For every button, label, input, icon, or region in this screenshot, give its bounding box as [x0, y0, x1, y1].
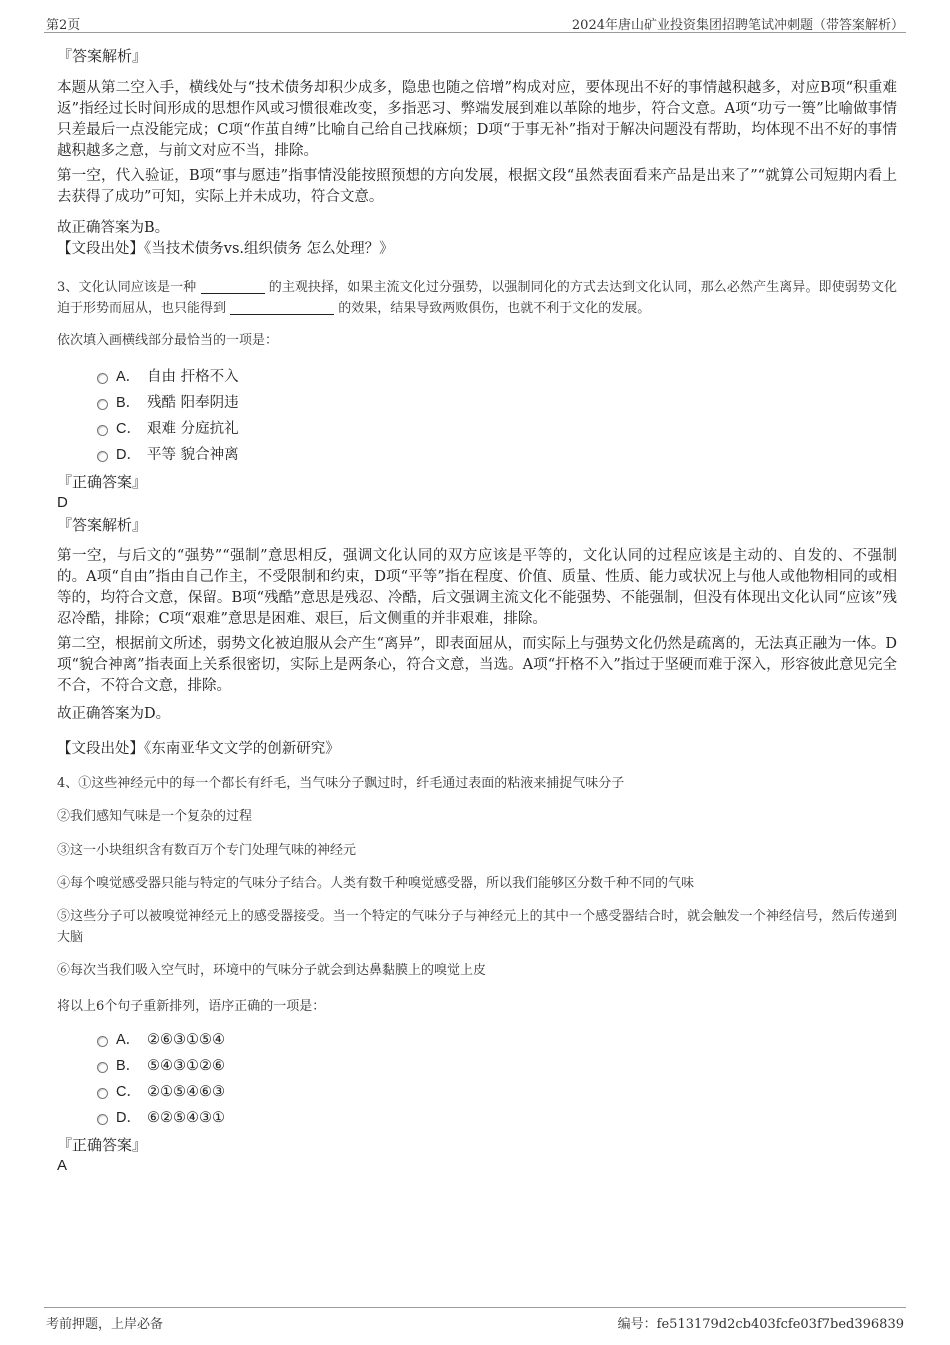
radio-button-icon[interactable]: [97, 373, 108, 384]
q4-sentence-2: ②我们感知气味是一个复杂的过程: [57, 809, 253, 824]
q3-analysis-paragraph-1: 第一空，与后文的“强势”“强制”意思相反，强调文化认同的双方应该是平等的，文化认同的过程应该是主动的、自发的、不强制的。A项“自由”指由自己作主，不受限制和约束，D项“平等”指在程度、价值、质量、性质、能力或状况上与他人或他物相同的或相等的，均符合文意，保留。B项“残酷”意思是残忍、冷酷，后文强调主流文化不能强势、不能强制，但没有体现出文化认同“应该”残忍冷酷，排除；C项“艰难”意思是困难、艰巨，后文侧重的并非艰难，排除。: [57, 548, 897, 627]
q2-analysis-block: [57, 46, 897, 67]
radio-button-icon[interactable]: [97, 425, 108, 436]
option-text: 残酷 阳奉阴违: [147, 395, 239, 411]
option-letter: A．: [116, 369, 141, 385]
q3-conclusion-wrap: [57, 704, 897, 725]
q3-conclusion: 故正确答案为D。: [57, 706, 171, 722]
option-text: ②①⑤④⑥③: [147, 1084, 225, 1100]
q4-correct-title: 『正确答案』: [57, 1136, 148, 1154]
q3-analysis-title: 『答案解析』: [57, 516, 148, 534]
footer-slogan: 考前押题，上岸必备: [46, 1317, 164, 1332]
q3-stem-part-2: 的主观抉择，如果主流文化过分强势，以强制同化的方式去达到文化认同，那么必然产生离异。即使弱势文化迫于形势而屈从，也只能得到: [57, 280, 897, 316]
q3-correct-title: 『正确答案』: [57, 473, 148, 491]
page-number: 第2页: [46, 18, 81, 33]
q4-option-b[interactable]: [57, 1053, 897, 1079]
q3-correct-block: [57, 472, 897, 536]
q3-analysis-p2-wrap: [57, 634, 897, 697]
page-header: [44, 12, 906, 33]
q4-s4-wrap: [57, 873, 897, 894]
q4-instruction-wrap: [57, 996, 897, 1017]
q3-options: [57, 364, 897, 468]
q3-source-wrap: [57, 739, 897, 760]
q3-option-a[interactable]: [57, 364, 897, 390]
radio-button-icon[interactable]: [97, 1062, 108, 1073]
q4-sentence-5: ⑤这些分子可以被嗅觉神经元上的感受器接受。当一个特定的气味分子与神经元上的其中一个感受器结合时，就会触发一个神经信号，然后传递到大脑: [57, 909, 897, 945]
q4-s1-wrap: [57, 773, 897, 794]
q3-stem: [57, 277, 897, 319]
document-code: 编号：fe513179d2cb403fcfe03f7bed396839: [617, 1317, 904, 1332]
document-title: 2024年唐山矿业投资集团招聘笔试冲刺题（带答案解析）: [571, 18, 904, 33]
option-text: ⑥②⑤④③①: [147, 1110, 225, 1126]
option-letter: A．: [116, 1032, 141, 1048]
q2-source: 【文段出处】《当技术债务vs.组织债务 怎么处理？》: [57, 241, 394, 257]
option-letter: D．: [116, 447, 141, 463]
option-text: ⑤④③①②⑥: [147, 1058, 225, 1074]
q2-conclusion: 故正确答案为B。: [57, 220, 170, 236]
q2-analysis-paragraph-1: 本题从第二空入手，横线处与“技术债务却积少成多，隐患也随之倍增”构成对应，要体现出不好的事情越积越多，对应B项“积重难返”指经过长时间形成的思想作风或习惯很难改变，多指恶习、弊端发展到难以革除的地步，符合文意。A项“功亏一篑”比喻做事情只差最后一点没能完成；C项“作茧自缚”比喻自己给自己找麻烦；D项“于事无补”指对于解决问题没有帮助，均体现不出不好的事情越积越多之意，与前文对应不当，排除。: [57, 80, 897, 159]
q4-sentence-6: ⑥每次当我们吸入空气时，环境中的气味分子就会到达鼻黏膜上的嗅觉上皮: [57, 963, 487, 978]
option-letter: C．: [116, 421, 141, 437]
option-text: 平等 貌合神离: [147, 447, 239, 463]
q4-instruction: 将以上6个句子重新排列，语序正确的一项是：: [57, 999, 326, 1014]
q4-option-c[interactable]: [57, 1079, 897, 1105]
q2-analysis-p1-wrap: [57, 78, 897, 162]
q3-instruction: 依次填入画横线部分最恰当的一项是：: [57, 333, 279, 348]
radio-button-icon[interactable]: [97, 451, 108, 462]
q4-sentence-3: ③这一小块组织含有数百万个专门处理气味的神经元: [57, 843, 357, 858]
q4-options: [57, 1027, 897, 1131]
q4-s2-wrap: [57, 806, 897, 827]
q4-correct-block: [57, 1135, 897, 1176]
q3-analysis-p1-wrap: [57, 546, 897, 630]
option-text: ②⑥③①⑤④: [147, 1032, 225, 1048]
radio-button-icon[interactable]: [97, 1036, 108, 1047]
q3-analysis-paragraph-2: 第二空，根据前文所述，弱势文化被迫服从会产生“离异”，即表面屈从，而实际上与强势文化仍然是疏离的，无法真正融为一体。D项“貌合神离”指表面上关系很密切，实际上是两条心，符合文意，当选。A项“扞格不入”指过于坚硬而难于深入，形容彼此意见完全不合，不符合文意，排除。: [57, 636, 897, 694]
option-letter: D．: [116, 1110, 141, 1126]
q3-correct-answer: D: [57, 494, 68, 511]
option-letter: C．: [116, 1084, 141, 1100]
q4-option-d[interactable]: [57, 1105, 897, 1131]
q3-blank-2: [230, 301, 334, 315]
option-letter: B．: [116, 1058, 141, 1074]
q3-blank-1: [201, 280, 265, 294]
q3-stem-part-3: 的效果，结果导致两败俱伤，也就不利于文化的发展。: [338, 301, 651, 316]
q4-sentence-4: ④每个嗅觉感受器只能与特定的气味分子结合。人类有数千种嗅觉感受器，所以我们能够区分数千种不同的气味: [57, 876, 695, 891]
page-footer: [44, 1307, 906, 1332]
radio-button-icon[interactable]: [97, 399, 108, 410]
q3-instruction-wrap: [57, 330, 897, 351]
q3-option-d[interactable]: [57, 442, 897, 468]
option-text: 自由 扞格不入: [147, 369, 239, 385]
q3-stem-part-1: 3、文化认同应该是一种: [57, 280, 197, 295]
q4-s3-wrap: [57, 840, 897, 861]
radio-button-icon[interactable]: [97, 1088, 108, 1099]
q2-analysis-title: 『答案解析』: [57, 47, 148, 65]
q3-option-b[interactable]: [57, 390, 897, 416]
option-letter: B．: [116, 395, 141, 411]
q4-s6-wrap: [57, 960, 897, 981]
option-text: 艰难 分庭抗礼: [147, 421, 239, 437]
q2-analysis-p2-wrap: [57, 166, 897, 208]
q4-option-a[interactable]: [57, 1027, 897, 1053]
q3-option-c[interactable]: [57, 416, 897, 442]
q4-sentence-1: 4、①这些神经元中的每一个都长有纤毛，当气味分子飘过时，纤毛通过表面的粘液来捕捉气味分子: [57, 776, 625, 791]
q4-s5-wrap: [57, 906, 897, 948]
radio-button-icon[interactable]: [97, 1114, 108, 1125]
q3-source: 【文段出处】《东南亚华文文学的创新研究》: [57, 741, 340, 757]
q4-correct-answer: A: [57, 1157, 68, 1174]
q2-conclusion-wrap: [57, 218, 897, 260]
q2-analysis-paragraph-2: 第一空，代入验证，B项“事与愿违”指事情没能按照预想的方向发展，根据文段“虽然表面看来产品是出来了”“就算公司短期内看上去获得了成功”可知，实际上并未成功，符合文意。: [57, 168, 897, 205]
